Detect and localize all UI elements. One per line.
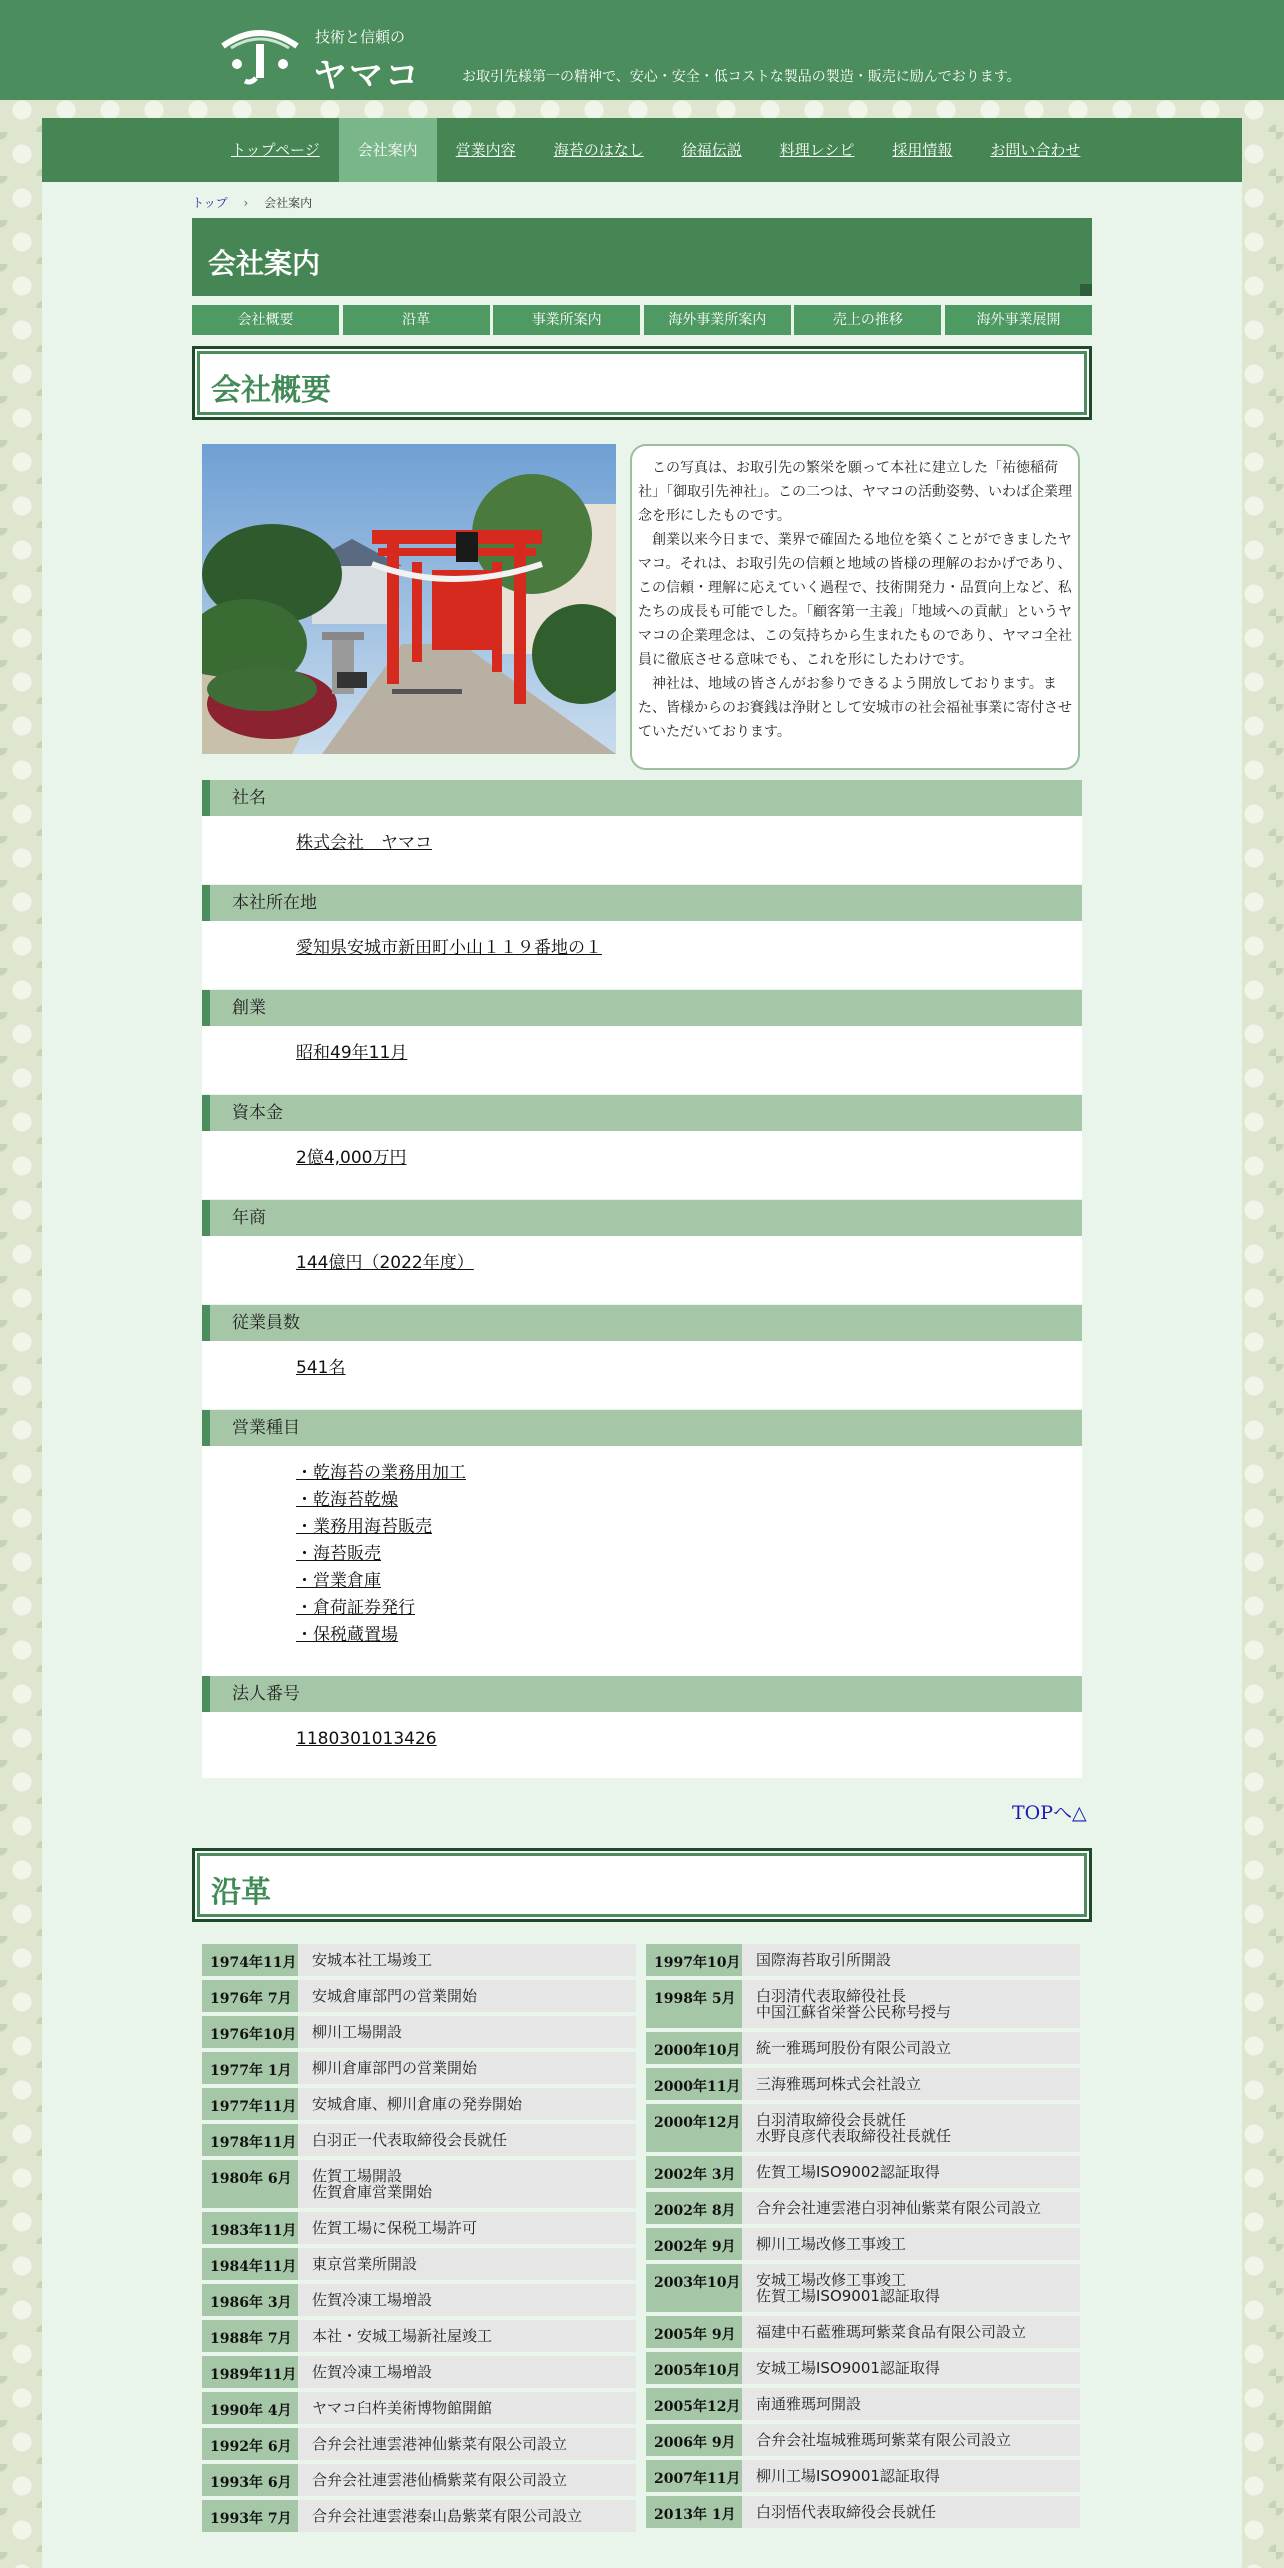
- history-date: 1974年11月: [202, 1944, 298, 1976]
- history-event-line: 佐賀冷凍工場増設: [312, 2363, 433, 2381]
- history-event: [298, 2428, 636, 2460]
- corner-decoration: [1080, 284, 1092, 296]
- business-line-item[interactable]: ・海苔販売: [296, 1544, 381, 1564]
- business-line-item[interactable]: ・営業倉庫: [296, 1571, 381, 1591]
- logo-name: ヤマコ: [313, 56, 421, 96]
- history-event-line: 白羽悟代表取締役会長就任: [756, 2503, 937, 2521]
- history-row: [646, 2068, 1080, 2100]
- photo-caption-box: [630, 444, 1080, 770]
- info-row-employees: [202, 1305, 1082, 1409]
- info-value: [202, 1131, 1082, 1199]
- business-line-item[interactable]: ・業務用海苔販売: [296, 1517, 432, 1537]
- history-event-line: 白羽正一代表取締役会長就任: [312, 2131, 508, 2149]
- history-date: 2005年 9月: [646, 2316, 742, 2348]
- address-link[interactable]: 愛知県安城市新田町小山１１９番地の１: [296, 938, 602, 958]
- nav-top[interactable]: トップページ: [231, 141, 320, 159]
- history-date: 2005年12月: [646, 2388, 742, 2420]
- header-tagline: お取引先様第一の精神で、安心・安全・低コストな製品の製造・販売に励んでおります。: [462, 69, 1021, 85]
- history-event-line: 安城倉庫部門の営業開始: [312, 1987, 478, 2005]
- employees-link[interactable]: 541名: [296, 1358, 346, 1378]
- nav-recruit[interactable]: 採用情報: [892, 141, 953, 159]
- history-row: [646, 1980, 1080, 2028]
- history-event: [298, 2500, 636, 2532]
- history-event-line: 柳川工場開設: [312, 2023, 403, 2041]
- history-event: [742, 2156, 1080, 2188]
- history-row: [202, 2124, 636, 2156]
- history-row: [646, 2460, 1080, 2492]
- history-row: [202, 2052, 636, 2084]
- history-event-line: 佐賀工場に保税工場許可: [312, 2219, 478, 2237]
- info-label: 本社所在地: [202, 885, 1082, 921]
- history-event-line: 東京営業所開設: [312, 2255, 418, 2273]
- history-event-line: 本社・安城工場新社屋竣工: [312, 2327, 493, 2345]
- logo-tagline: 技術と信頼の: [315, 28, 406, 46]
- history-event: [742, 2352, 1080, 2384]
- breadcrumb-separator-icon: ›: [243, 196, 249, 210]
- history-event: [298, 2392, 636, 2424]
- history-date: 1998年 5月: [646, 1980, 742, 2028]
- history-event-line: 福建中石藍雅瑪珂紫菜食品有限公司設立: [756, 2323, 1027, 2341]
- history-date: 1984年11月: [202, 2248, 298, 2280]
- history-row: [202, 2356, 636, 2388]
- history-row: [202, 2088, 636, 2120]
- info-label: 法人番号: [202, 1676, 1082, 1712]
- section-subnav: [192, 305, 1092, 335]
- history-row: [646, 1944, 1080, 1976]
- history-date: 1983年11月: [202, 2212, 298, 2244]
- history-event-line: 佐賀倉庫営業開始: [312, 2183, 433, 2201]
- company-name-link[interactable]: 株式会社 ヤマコ: [296, 833, 432, 853]
- history-event-line: 水野良彦代表取締役社長就任: [756, 2127, 952, 2145]
- nav-contact[interactable]: お問い合わせ: [990, 141, 1081, 159]
- history-event: [298, 2088, 636, 2120]
- history-event-line: 佐賀冷凍工場増設: [312, 2291, 433, 2309]
- history-event-line: 安城工場改修工事竣工: [756, 2271, 907, 2289]
- history-date: 2013年 1月: [646, 2496, 742, 2528]
- history-date: 1986年 3月: [202, 2284, 298, 2316]
- history-event-line: ヤマコ臼杵美術博物館開館: [312, 2399, 493, 2417]
- history-event-line: 柳川工場改修工事竣工: [756, 2235, 907, 2253]
- history-event: [742, 2316, 1080, 2348]
- info-row-company-name: [202, 780, 1082, 884]
- history-event-line: 合弁会社連雲港白羽神仙紫菜有限公司設立: [756, 2199, 1042, 2217]
- info-value: [202, 1026, 1082, 1094]
- subnav-overseas-business[interactable]: 海外事業展開: [945, 305, 1092, 335]
- history-event: [742, 2068, 1080, 2100]
- history-date: 1993年 6月: [202, 2464, 298, 2496]
- history-event: [742, 2264, 1080, 2312]
- history-event: [298, 1944, 636, 1976]
- subnav-overview[interactable]: 会社概要: [192, 305, 339, 335]
- history-event-line: 佐賀工場開設: [312, 2167, 403, 2185]
- history-event-line: 安城本社工場竣工: [312, 1951, 433, 1969]
- history-event: [298, 2124, 636, 2156]
- history-event: [742, 1944, 1080, 1976]
- history-date: 2002年 3月: [646, 2156, 742, 2188]
- breadcrumb: [192, 194, 312, 211]
- revenue-link[interactable]: 144億円（2022年度）: [296, 1253, 474, 1273]
- history-event: [298, 2284, 636, 2316]
- info-value: [202, 816, 1082, 884]
- history-event: [298, 2212, 636, 2244]
- subnav-history[interactable]: 沿革: [343, 305, 490, 335]
- history-row: [646, 2388, 1080, 2420]
- history-event-line: 柳川工場ISO9001認証取得: [756, 2467, 940, 2485]
- info-label: 創業: [202, 990, 1082, 1026]
- overview-heading-box: [192, 346, 1092, 420]
- history-event: [742, 2228, 1080, 2260]
- history-row: [202, 2248, 636, 2280]
- history-event-line: 安城倉庫、柳川倉庫の発券開始: [312, 2095, 523, 2113]
- history-date: 2000年12月: [646, 2104, 742, 2152]
- history-row: [646, 2032, 1080, 2064]
- history-row: [202, 1944, 636, 1976]
- corporate-number-link[interactable]: 1180301013426: [296, 1729, 437, 1749]
- history-event-line: 中国江蘇省栄誉公民称号授与: [756, 2003, 952, 2021]
- history-row: [202, 2160, 636, 2208]
- history-row: [646, 2104, 1080, 2152]
- info-value: [202, 1712, 1082, 1778]
- history-row: [646, 2228, 1080, 2260]
- history-event-line: 合弁会社連雲港仙橋紫菜有限公司設立: [312, 2471, 568, 2489]
- history-row: [202, 1980, 636, 2012]
- history-row: [646, 2316, 1080, 2348]
- info-value: [202, 1341, 1082, 1409]
- info-label: 資本金: [202, 1095, 1082, 1131]
- history-date: 1977年11月: [202, 2088, 298, 2120]
- info-label: 従業員数: [202, 1305, 1082, 1341]
- page-title: 会社案内: [208, 247, 321, 280]
- history-date: 2005年10月: [646, 2352, 742, 2384]
- history-event: [298, 2160, 636, 2208]
- page-title-banner: [192, 218, 1092, 296]
- subnav-offices[interactable]: 事業所案内: [493, 305, 640, 335]
- history-row: [646, 2264, 1080, 2312]
- history-event: [298, 2016, 636, 2048]
- history-event: [742, 2192, 1080, 2224]
- history-date: 1993年 7月: [202, 2500, 298, 2532]
- shrine-photo-image: [202, 444, 616, 754]
- history-heading-box: [192, 1848, 1092, 1922]
- history-row: [646, 2496, 1080, 2528]
- history-event-line: 統一雅瑪珂股份有限公司設立: [756, 2039, 952, 2057]
- info-row-founded: [202, 990, 1082, 1094]
- history-event: [298, 2248, 636, 2280]
- history-event: [742, 2424, 1080, 2456]
- info-label: 社名: [202, 780, 1082, 816]
- logo-mark-icon: [215, 18, 305, 88]
- nav-nori-story[interactable]: 海苔のはなし: [553, 141, 644, 159]
- history-date: 1989年11月: [202, 2356, 298, 2388]
- site-header: [0, 0, 1284, 100]
- history-event-line: 佐賀工場ISO9001認証取得: [756, 2287, 940, 2305]
- info-value: [202, 921, 1082, 989]
- history-row: [646, 2192, 1080, 2224]
- history-event-line: 合弁会社連雲港秦山島紫菜有限公司設立: [312, 2507, 583, 2525]
- global-nav: [42, 118, 1242, 182]
- history-row: [202, 2320, 636, 2352]
- history-event: [298, 2052, 636, 2084]
- info-row-corporate-number: [202, 1676, 1082, 1778]
- history-event: [742, 2388, 1080, 2420]
- info-label: 年商: [202, 1200, 1082, 1236]
- nav-recipes[interactable]: 料理レシピ: [779, 141, 855, 159]
- history-date: 2007年11月: [646, 2460, 742, 2492]
- history-date: 2000年10月: [646, 2032, 742, 2064]
- info-row-capital: [202, 1095, 1082, 1199]
- business-line-item[interactable]: ・倉荷証券発行: [296, 1598, 415, 1618]
- history-event-line: 安城工場ISO9001認証取得: [756, 2359, 940, 2377]
- business-line-item[interactable]: ・乾海苔乾燥: [296, 1490, 398, 1510]
- nav-jofuku-legend[interactable]: 徐福伝説: [681, 141, 742, 159]
- business-line-item[interactable]: ・保税蔵置場: [296, 1625, 398, 1645]
- history-event: [298, 2356, 636, 2388]
- history-row: [202, 2464, 636, 2496]
- history-event-line: 合弁会社連雲港神仙紫菜有限公司設立: [312, 2435, 568, 2453]
- founded-link[interactable]: 昭和49年11月: [296, 1043, 408, 1063]
- history-date: 1976年 7月: [202, 1980, 298, 2012]
- history-row: [202, 2016, 636, 2048]
- photo-caption-paragraph: 神社は、地域の皆さんがお参りできるよう開放しております。また、皆様からのお賽銭は浄財として安城市の社会福祉事業に寄付させていただいております。: [638, 676, 1072, 740]
- history-event: [742, 2032, 1080, 2064]
- history-event-line: 佐賀工場ISO9002認証取得: [756, 2163, 940, 2181]
- history-row: [202, 2212, 636, 2244]
- history-date: 2002年 8月: [646, 2192, 742, 2224]
- history-event-line: 三海雅瑪珂株式会社設立: [756, 2075, 922, 2093]
- history-row: [202, 2392, 636, 2424]
- nav-business[interactable]: 営業内容: [455, 141, 516, 159]
- history-table-left: [202, 1944, 636, 2536]
- history-event: [298, 2464, 636, 2496]
- history-date: 1990年 4月: [202, 2392, 298, 2424]
- history-date: 1997年10月: [646, 1944, 742, 1976]
- nav-company[interactable]: 会社案内: [339, 118, 437, 182]
- history-date: 1980年 6月: [202, 2160, 298, 2208]
- history-date: 2000年11月: [646, 2068, 742, 2100]
- history-date: 2006年 9月: [646, 2424, 742, 2456]
- history-date: 1992年 6月: [202, 2428, 298, 2460]
- history-event: [298, 2320, 636, 2352]
- subnav-sales-trend[interactable]: 売上の推移: [794, 305, 941, 335]
- history-row: [202, 2428, 636, 2460]
- history-date: 2002年 9月: [646, 2228, 742, 2260]
- history-event: [742, 2496, 1080, 2528]
- overview-heading: 会社概要: [211, 373, 331, 408]
- info-value: [202, 1446, 1082, 1676]
- info-row-address: [202, 885, 1082, 989]
- history-row: [646, 2424, 1080, 2456]
- history-date: 1978年11月: [202, 2124, 298, 2156]
- history-row: [646, 2352, 1080, 2384]
- history-heading: 沿革: [211, 1875, 271, 1910]
- info-value: [202, 1236, 1082, 1304]
- history-date: 1988年 7月: [202, 2320, 298, 2352]
- breadcrumb-current: 会社案内: [264, 196, 313, 210]
- history-event-line: 柳川倉庫部門の営業開始: [312, 2059, 478, 2077]
- history-row: [202, 2284, 636, 2316]
- info-row-business-lines: [202, 1410, 1082, 1676]
- photo-caption-paragraph: 創業以来今日まで、業界で確固たる地位を築くことができましたヤマコ。それは、お取引先の信頼と地域の皆様の理解のおかげであり、この信頼・理解に応えていく過程で、技術開発力・品質向上など、私たちの成長も可能でした。「顧客第一主義」「地域への貢献」というヤマコの企業理念は、この気持ちから生まれたものであり、ヤマコ全社員に徹底させる意味でも、これを形にしたわけです。: [638, 532, 1072, 668]
- history-event-line: 国際海苔取引所開設: [756, 1951, 892, 1969]
- history-event-line: 白羽清代表取締役社長: [756, 1987, 907, 2005]
- history-table-right: [646, 1944, 1080, 2532]
- info-row-revenue: [202, 1200, 1082, 1304]
- history-event-line: 白羽清取締役会長就任: [756, 2111, 907, 2129]
- history-event: [742, 2104, 1080, 2152]
- history-event: [742, 1980, 1080, 2028]
- history-row: [202, 2500, 636, 2532]
- history-event-line: 南通雅瑪珂開設: [756, 2395, 862, 2413]
- history-row: [646, 2156, 1080, 2188]
- subnav-overseas-offices[interactable]: 海外事業所案内: [644, 305, 791, 335]
- business-line-item[interactable]: ・乾海苔の業務用加工: [296, 1463, 466, 1483]
- history-event-line: 合弁会社塩城雅瑪珂紫菜有限公司設立: [756, 2431, 1012, 2449]
- history-event: [298, 1980, 636, 2012]
- capital-link[interactable]: 2億4,000万円: [296, 1148, 407, 1168]
- info-label: 営業種目: [202, 1410, 1082, 1446]
- history-event: [742, 2460, 1080, 2492]
- history-date: 1977年 1月: [202, 2052, 298, 2084]
- history-date: 2003年10月: [646, 2264, 742, 2312]
- back-to-top-link[interactable]: TOPへ△: [1012, 1802, 1087, 1824]
- history-date: 1976年10月: [202, 2016, 298, 2048]
- breadcrumb-home-link[interactable]: トップ: [192, 196, 228, 210]
- site-logo[interactable]: [215, 18, 425, 96]
- shrine-photo: [202, 444, 616, 754]
- photo-caption-paragraph: この写真は、お取引先の繁栄を願って本社に建立した「祐徳稲荷社」「御取引先神社」。この二つは、ヤマコの活動姿勢、いわば企業理念を形にしたものです。: [638, 460, 1072, 524]
